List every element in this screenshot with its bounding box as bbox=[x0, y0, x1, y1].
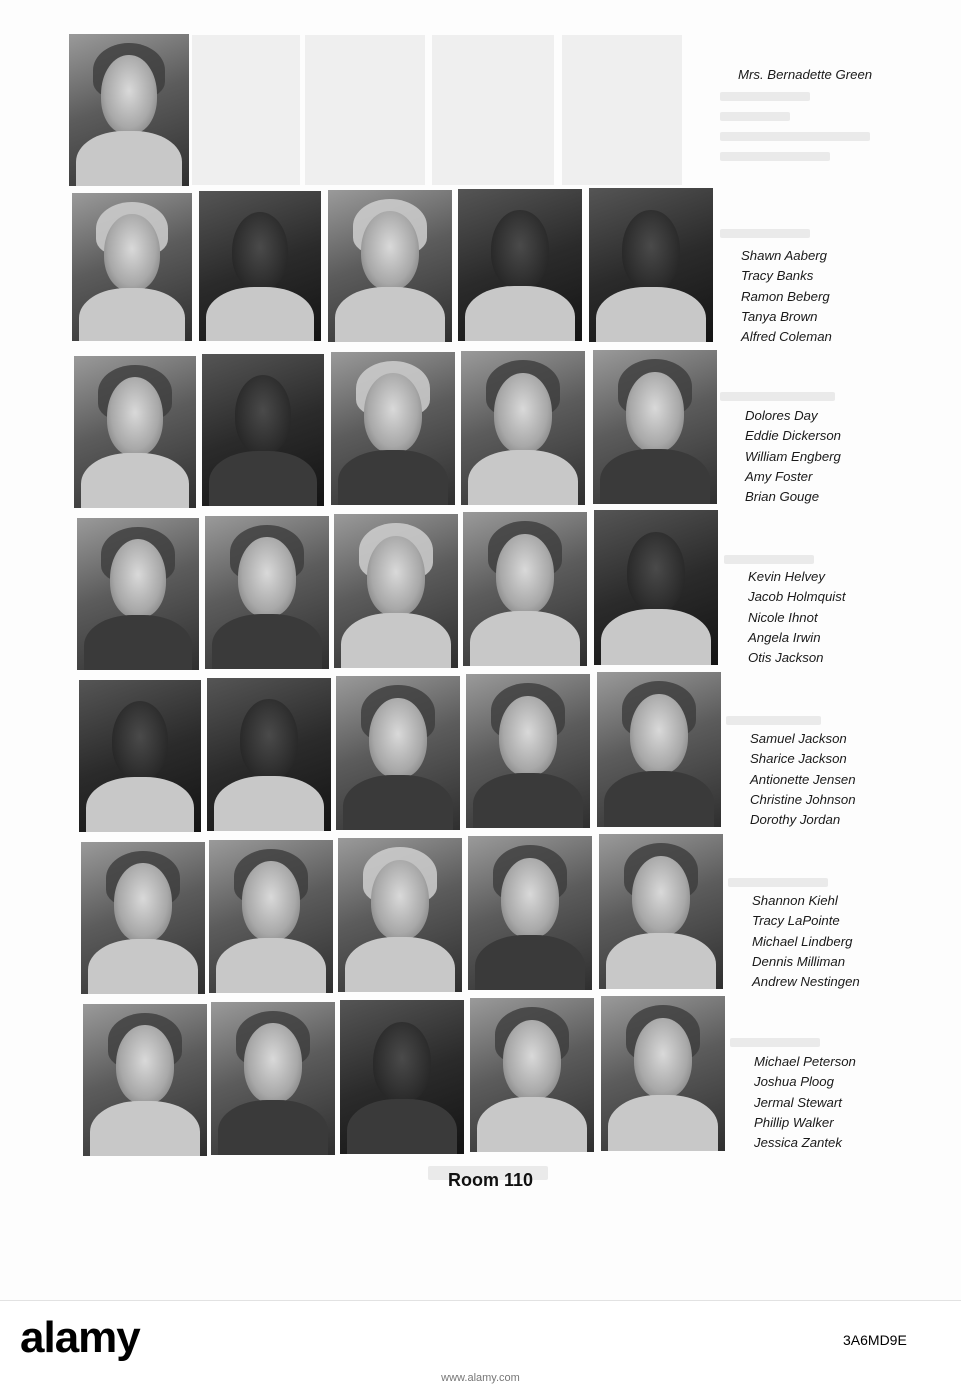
student-photo bbox=[211, 1002, 335, 1155]
student-photo bbox=[72, 193, 192, 341]
student-photo bbox=[199, 191, 321, 341]
student-photo bbox=[466, 674, 590, 828]
ghost-text bbox=[726, 716, 821, 725]
name-list-row-6 bbox=[754, 1052, 856, 1153]
student-name: Tracy LaPointe bbox=[752, 913, 840, 929]
student-name: Dorothy Jordan bbox=[750, 812, 841, 828]
student-name: Jessica Zantek bbox=[754, 1135, 842, 1151]
student-photo bbox=[207, 678, 331, 831]
student-photo bbox=[463, 512, 587, 666]
student-name: Dennis Milliman bbox=[752, 953, 846, 969]
student-photo bbox=[205, 516, 329, 669]
student-photo bbox=[599, 834, 723, 989]
name-list-row-1 bbox=[741, 246, 832, 347]
ghost-text bbox=[724, 555, 814, 564]
student-name: Sharice Jackson bbox=[750, 751, 847, 767]
name-list-row-2 bbox=[745, 406, 841, 507]
student-name: Michael Peterson bbox=[754, 1054, 856, 1069]
student-name: Joshua Ploog bbox=[754, 1074, 834, 1090]
student-photo bbox=[589, 188, 713, 342]
room-label: Room 110 bbox=[448, 1170, 534, 1190]
ghost-text bbox=[720, 229, 810, 238]
student-photo bbox=[594, 510, 718, 665]
student-name: Tracy Banks bbox=[741, 268, 814, 284]
ghost-text bbox=[728, 878, 828, 887]
student-name: Shawn Aaberg bbox=[741, 248, 828, 263]
student-name: Andrew Nestingen bbox=[752, 974, 860, 990]
student-photo bbox=[334, 514, 458, 668]
student-name: Christine Johnson bbox=[750, 791, 856, 807]
ghost-text bbox=[720, 92, 810, 101]
student-name: Antionette Jensen bbox=[750, 771, 856, 787]
student-photo bbox=[202, 354, 324, 506]
ghost-text bbox=[730, 1038, 820, 1047]
student-photo bbox=[74, 356, 196, 508]
student-photo bbox=[593, 350, 717, 504]
student-name: Jacob Holmquist bbox=[748, 589, 846, 605]
student-photo bbox=[336, 676, 460, 830]
student-name: Ramon Beberg bbox=[741, 288, 830, 304]
student-name: Michael Lindberg bbox=[752, 933, 853, 949]
student-name: Tanya Brown bbox=[741, 308, 818, 324]
ghost-photo bbox=[192, 35, 300, 185]
student-photo bbox=[470, 998, 594, 1152]
student-name: Kevin Helvey bbox=[748, 569, 825, 584]
student-photo bbox=[461, 351, 585, 505]
student-photo bbox=[458, 189, 582, 341]
student-photo bbox=[209, 840, 333, 993]
student-photo bbox=[597, 672, 721, 827]
student-photo bbox=[83, 1004, 207, 1156]
student-name: Dolores Day bbox=[745, 408, 818, 423]
student-name: Amy Foster bbox=[745, 468, 813, 484]
student-photo bbox=[331, 352, 455, 505]
student-name: Samuel Jackson bbox=[750, 731, 847, 746]
teacher-photo bbox=[69, 34, 189, 186]
student-photo bbox=[340, 1000, 464, 1154]
student-name: William Engberg bbox=[745, 448, 841, 464]
ghost-text bbox=[720, 132, 870, 141]
student-name: Shannon Kiehl bbox=[752, 893, 838, 908]
student-name: Angela Irwin bbox=[748, 629, 821, 645]
ghost-photo bbox=[432, 35, 554, 185]
student-name: Jermal Stewart bbox=[754, 1094, 842, 1110]
name-list-row-4 bbox=[750, 729, 856, 830]
ghost-photo bbox=[305, 35, 425, 185]
student-photo bbox=[338, 838, 462, 992]
name-list-row-3 bbox=[748, 567, 845, 668]
ghost-text bbox=[720, 152, 830, 161]
ghost-text bbox=[720, 392, 835, 401]
student-name: Nicole Ihnot bbox=[748, 609, 818, 625]
student-photo bbox=[81, 842, 205, 994]
student-name: Eddie Dickerson bbox=[745, 428, 842, 444]
ghost-photo bbox=[562, 35, 682, 185]
student-photo bbox=[328, 190, 452, 342]
ghost-text bbox=[720, 112, 790, 121]
watermark-url: www.alamy.com bbox=[441, 1372, 520, 1384]
student-photo bbox=[601, 996, 725, 1151]
stock-image-id: 3A6MD9E bbox=[843, 1332, 907, 1348]
student-name: Brian Gouge bbox=[745, 489, 820, 505]
student-photo bbox=[79, 680, 201, 832]
student-name: Otis Jackson bbox=[748, 650, 824, 666]
student-name: Phillip Walker bbox=[754, 1114, 834, 1130]
teacher-name: Mrs. Bernadette Green bbox=[738, 67, 873, 82]
student-photo bbox=[77, 518, 199, 670]
name-list-row-5 bbox=[752, 891, 860, 992]
student-name: Alfred Coleman bbox=[741, 329, 832, 345]
student-photo bbox=[468, 836, 592, 990]
alamy-logo: alamy bbox=[20, 1313, 140, 1362]
